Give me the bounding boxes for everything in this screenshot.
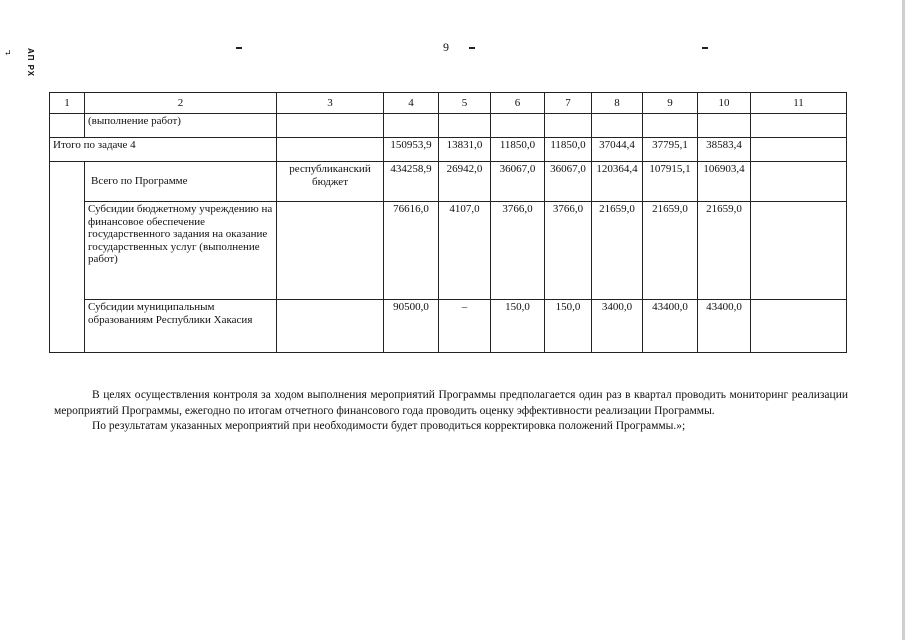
row-label: Итого по задаче 4 [50,138,277,162]
value-cell: 26942,0 [439,162,491,202]
value-cell: 150,0 [491,300,545,353]
value-cell: 43400,0 [698,300,751,353]
table-row-subsidy-institution [50,202,847,300]
scan-dash-mark [702,47,708,49]
row-label: Субсидии муниципальным образованиям Республики Хакасия [85,300,277,353]
column-header: 4 [384,93,439,114]
value-cell: 3766,0 [491,202,545,300]
value-cell: – [439,300,491,353]
page-number: 9 [443,40,449,54]
column-header: 11 [751,93,847,114]
margin-stamp: АП РХ [26,48,35,78]
column-header: 1 [50,93,85,114]
column-header: 2 [85,93,277,114]
table-row-task-total [50,138,847,162]
scan-artifact-mark: ↵ [4,48,12,58]
scan-dash-mark [236,47,242,49]
value-cell: 38583,4 [698,138,751,162]
table-cell [50,114,85,138]
value-cell: 37044,4 [592,138,643,162]
column-header: 10 [698,93,751,114]
paragraph-monitoring: В целях осуществления контроля за ходом выполнения мероприятий Программы предполагается один раз в квартал проводить мониторинг реализации мероприятий Программы, ежегодно по итогам отчетного финансового года проводить оценку эффективности реализации Программы. [54,389,848,417]
value-cell: 150953,9 [384,138,439,162]
body-text [54,388,848,435]
value-cell: 106903,4 [698,162,751,202]
value-cell: 37795,1 [643,138,698,162]
value-cell: 76616,0 [384,202,439,300]
column-header: 8 [592,93,643,114]
value-cell: 11850,0 [491,138,545,162]
value-cell: 21659,0 [698,202,751,300]
program-budget-table [49,92,847,353]
scan-dash-mark [469,47,475,49]
column-header: 5 [439,93,491,114]
value-cell: 3766,0 [545,202,592,300]
row-label: (выполнение работ) [85,114,277,138]
value-cell: 434258,9 [384,162,439,202]
column-header: 3 [277,93,384,114]
value-cell: 21659,0 [643,202,698,300]
value-cell: 36067,0 [545,162,592,202]
value-cell: 3400,0 [592,300,643,353]
column-header: 6 [491,93,545,114]
row-label: Субсидии бюджетному учреждению на финансовое обеспечение государственного задания на оказание государственных услуг (выполнение работ) [85,202,277,300]
column-header: 7 [545,93,592,114]
table-header-row [50,93,847,114]
table-row-continuation [50,114,847,138]
value-cell: 150,0 [545,300,592,353]
table-row-program-total [50,162,847,202]
value-cell: 4107,0 [439,202,491,300]
table-cell [50,162,85,353]
row-label: Всего по Программе [85,162,277,202]
value-cell: 11850,0 [545,138,592,162]
paragraph-adjustment: По результатам указанных мероприятий при необходимости будет проводиться корректировка положений Программы.»; [92,420,686,432]
value-cell: 13831,0 [439,138,491,162]
value-cell: 36067,0 [491,162,545,202]
value-cell: 43400,0 [643,300,698,353]
value-cell: 107915,1 [643,162,698,202]
value-cell: 21659,0 [592,202,643,300]
funding-source: республиканский бюджет [277,162,384,202]
column-header: 9 [643,93,698,114]
value-cell: 90500,0 [384,300,439,353]
value-cell: 120364,4 [592,162,643,202]
table-row-subsidy-municipal [50,300,847,353]
